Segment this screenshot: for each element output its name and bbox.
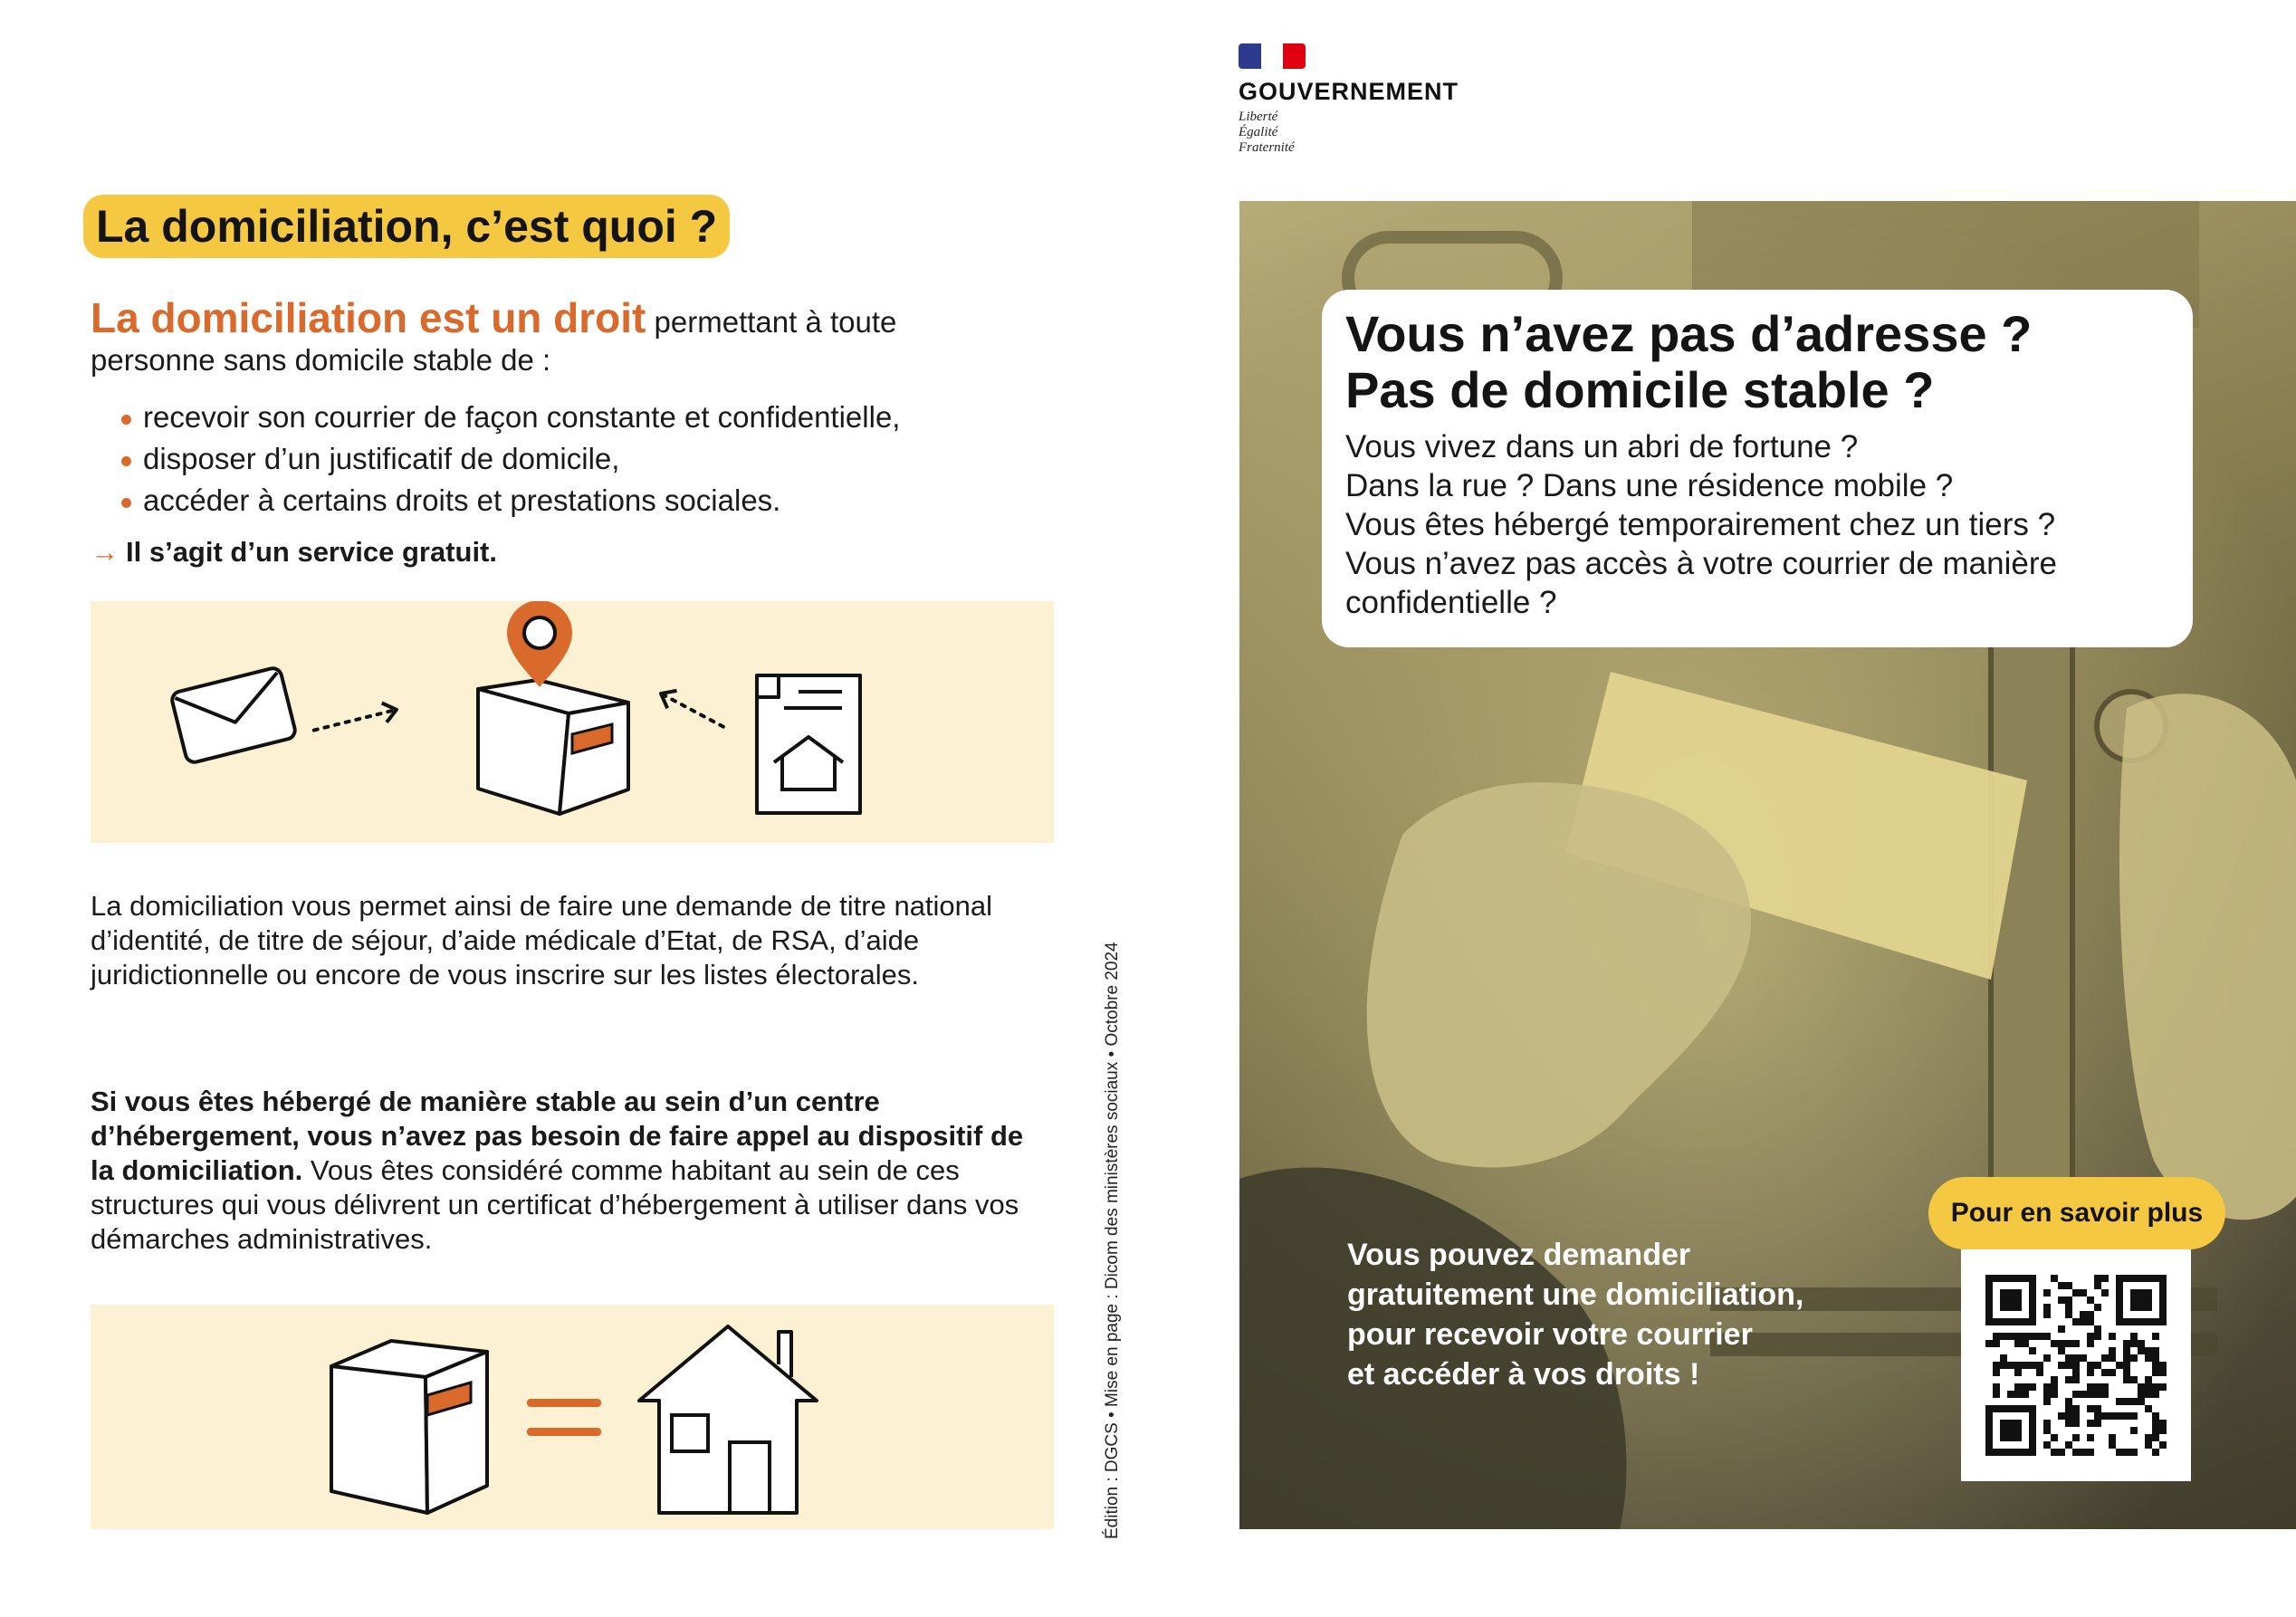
title-text: La domiciliation, c’est quoi ? (96, 201, 718, 252)
house-icon (639, 1326, 817, 1513)
envelope-icon (170, 666, 297, 764)
mail-illustration (91, 601, 1054, 843)
intro-lead: La domiciliation est un droit (91, 294, 646, 341)
marianne-flag-icon (1239, 43, 1306, 69)
question-line: Vous n’avez pas accès à votre courrier de manière confidentielle ? (1345, 546, 2057, 620)
dotted-arrow-icon (656, 684, 734, 739)
question-card (1322, 290, 2193, 647)
call-to-action (1347, 1235, 1890, 1394)
list-item: recevoir son courrier de façon constante et confidentielle, (121, 397, 1027, 438)
dotted-arrow-icon (311, 700, 399, 740)
paragraph-rights: La domiciliation vous permet ainsi de faire une demande de titre national d’identité, de titre de séjour, d’aide médicale d’Etat, de RSA, d’aide juridictionnelle ou encore de vous inscrire sur les listes électorales. (91, 890, 993, 990)
page-title (83, 195, 730, 258)
intro-rest: permettant à toute personne sans domicile stable de : (91, 305, 897, 377)
government-motto (1239, 110, 1459, 156)
free-service-note (91, 534, 497, 570)
paragraph-shelter-bold: Si vous êtes hébergé de manière stable au sein d’un centre d’hébergement, vous n’avez pas besoin de faire appel au dispositif de la domiciliation. (91, 1086, 1024, 1186)
intro-text (91, 294, 996, 379)
list-item: accéder à certains droits et prestations sociales. (121, 480, 1027, 521)
cta-line: gratuitement une domiciliation, (1347, 1277, 1804, 1312)
qr-code-icon[interactable] (1961, 1249, 2191, 1481)
rights-list (121, 397, 1027, 521)
location-pin-icon (507, 601, 572, 687)
card-title-line: Vous n’avez pas d’adresse ? (1345, 305, 2033, 362)
card-title-line: Pas de domicile stable ? (1345, 361, 1935, 418)
document-house-icon (757, 675, 860, 813)
motto-line: Fraternité (1239, 140, 1295, 155)
mailbox-icon (478, 680, 628, 814)
cta-line: Vous pouvez demander (1347, 1238, 1691, 1272)
cta-line: et accéder à vos droits ! (1347, 1357, 1700, 1392)
question-line: Vous êtes hébergé temporairement chez un tiers ? (1345, 507, 2056, 542)
government-name: GOUVERNEMENT (1239, 78, 1459, 105)
list-item: disposer d’un justificatif de domicile, (121, 438, 1027, 480)
arrow-right-icon: → (91, 536, 119, 568)
card-title (1345, 306, 2169, 418)
qr-code-graphic (1961, 1249, 2191, 1481)
free-service-text: Il s’agit d’un service gratuit. (126, 536, 497, 568)
government-logo (1239, 43, 1459, 156)
mailbox-equals-house-illustration (91, 1305, 1054, 1529)
illustration-panel-home (91, 1305, 1054, 1529)
motto-line: Liberté (1239, 110, 1278, 124)
equals-icon (527, 1399, 601, 1436)
card-questions (1345, 427, 2169, 622)
more-info-button[interactable] (1928, 1177, 2225, 1249)
question-line: Dans la rue ? Dans une résidence mobile ? (1345, 468, 1954, 503)
question-line: Vous vivez dans un abri de fortune ? (1345, 429, 1859, 464)
cta-line: pour recevoir votre courrier (1347, 1317, 1753, 1352)
illustration-panel-mail (91, 601, 1054, 843)
more-info-label: Pour en savoir plus (1950, 1198, 2204, 1228)
mailbox-icon (331, 1341, 487, 1513)
paragraph-shelter (91, 1085, 1050, 1257)
motto-line: Égalité (1239, 125, 1278, 139)
paragraph-shelter-rest: Vous êtes considéré comme habitant au sein de ces structures qui vous délivrent un certificat d’hébergement à utiliser dans vos démarches administratives. (91, 1154, 1019, 1255)
credit-line: Édition : DGCS • Mise en page : Dicom des ministères sociaux • Octobre 2024 (1103, 942, 1122, 1539)
